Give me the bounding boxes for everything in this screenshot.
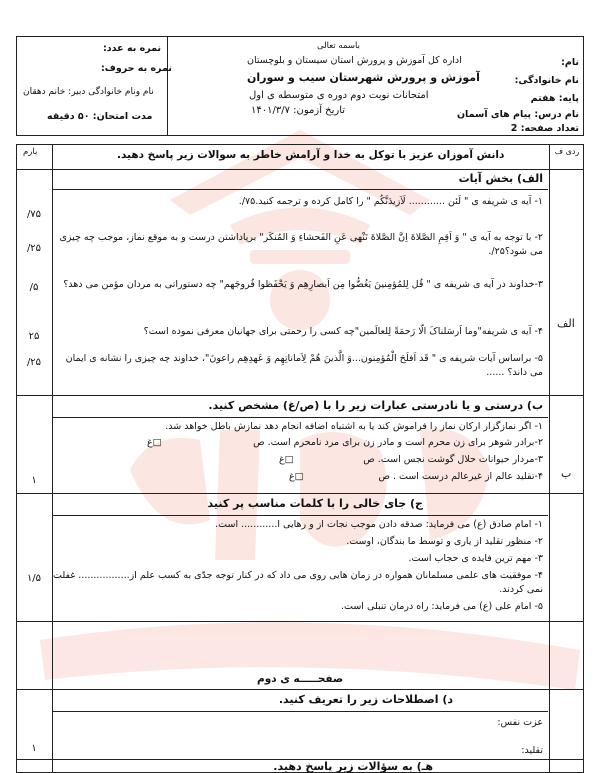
org-line-1: اداره کل آموزش و پرورش استان سیستان و بلوچستان — [247, 55, 462, 66]
blank-c1: ۱- امام صادق (ع) می فرماید: صدقه دادن موجب نجات از و رهایی ا............ است. — [215, 519, 543, 530]
statement-b2: ۲-برادر شوهر برای زن محرم است و مادر زن برای مرد نامحرم است. ص — [253, 437, 543, 448]
false-mark: غ — [289, 471, 295, 482]
subject-label: نام درس: پیام های آسمان — [456, 109, 579, 120]
score-number-label: نمره به عدد: — [103, 43, 162, 54]
blank-c2: ۲- منظور تقلید از یاری و توسط ما بندگان، اوست. — [346, 536, 543, 547]
org-line-2: آموزش و پرورش شهرستان سیب و سوران — [247, 71, 480, 84]
score-b: ۱ — [31, 475, 37, 486]
checkbox-b3-false[interactable]: □غ — [279, 454, 294, 465]
teacher-label: نام ونام خانوادگی دبیر: خانم دهقان — [23, 87, 154, 97]
score-d: ۱ — [31, 743, 37, 754]
questions-table — [16, 144, 584, 773]
section-a-title: الف) بخش آیات — [458, 172, 543, 185]
exam-header — [16, 36, 584, 136]
term-taqlid: تقلید: — [521, 745, 543, 756]
question-a5: ۵- براساس آیات شریفه ی " قَد اَفلَحَ الْمُؤمِنون...وَ الَّذینَ هُمْ لِاَماناتِهِم وَ عَهدِهِم راعونَ"، خداوند چه چیزی را نشانه ی ایمان می داند؟ ...... — [65, 353, 543, 378]
checkbox-b4-false[interactable]: □غ — [289, 471, 304, 482]
term-self-esteem: عزت نفس: — [497, 717, 543, 728]
statement-b1: ۱- اگر نمازگزار ارکان نماز را فراموش کند یا به اشتباه اضافه انجام دهد نمازش باطل خواهد شد. — [165, 421, 543, 432]
section-c-title: ج) جای خالی را با کلمات مناسب پر کنید — [207, 497, 423, 510]
question-a1: ۱- آیه ی شریفه ی " لَئن ............ لَاَزیدَنَّکُم " را کامل کرده و ترجمه کنید.۷۵/. — [238, 196, 543, 207]
score-a4: ۲۵ — [28, 331, 40, 342]
section-b-title: ب) درستی و یا نادرستی عبارات زیر را با (ص/غ) مشخص کنید. — [208, 399, 543, 412]
false-mark: غ — [147, 437, 153, 448]
question-a3: ۳-خداوند در آیه ی شریفه ی " قُل لِلمُؤمِنینَ یَغُضُّوا مِن اَبصارِهِم وَ یَحْفَظوا فُروجَهم" چه دستوراتی به مردان مؤمن می دهد؟ — [63, 279, 543, 290]
exam-date: تاریخ آزمون: ۱۴۰۱/۳/۷ — [251, 105, 346, 116]
statement-b3: ۳-مردار حیوانات حلال گوشت نجس است. ص — [363, 454, 543, 465]
pages-label: تعداد صفحه: 2 — [510, 123, 579, 134]
blank-c4: ۴- موفقیت های علمی مسلمانان همواره در زمان هایی روی می داد که در کنار توجه جدّی به کسب علم از................. غفلت نمی کردند. — [53, 570, 543, 595]
section-a-side-label: الف — [557, 317, 575, 330]
score-column-header: بارم — [23, 147, 38, 157]
basmala: باسمه تعالی — [317, 41, 360, 51]
blank-c5: ۵- امام علی (ع) می فرماید: راه درمان تنبلی است. — [340, 601, 543, 612]
family-label: نام خانوادگی: — [514, 75, 579, 86]
score-a1: /۷۵ — [26, 209, 42, 220]
section-b-side-label: ب — [561, 467, 572, 480]
question-a2: ۲- با توجه به آیه ی " وَ اَقِمِ الصَّلاةَ اِنَّ الصَّلاةَ تَنْهی عَنِ الفَحشاءِ وَ المُنکَر" برپاداشتن درست و به موقع نماز، موجب چه چیزی می شود؟۲۵/. — [59, 232, 543, 257]
score-a3: /۵ — [29, 282, 39, 293]
section-d-title: د) اصطلاحات زیر را تعریف کنید. — [278, 693, 453, 706]
false-mark: غ — [279, 454, 285, 465]
question-a4: ۴- آیه ی شریفه"وما اَرسَلناکَ الّا رَحمَةً لِلعالَمین"چه کسی را رحمتی برای جهانیان معرفی نموده است؟ — [143, 326, 543, 337]
exam-line: امتحانات نوبت دوم دوره ی متوسطه ی اول — [249, 90, 429, 101]
statement-b4: ۴-تقلید عالم از غیرعالم درست است . ص — [378, 471, 543, 482]
name-label: نام: — [561, 57, 579, 68]
page-two-label: صفحـــــه ی دوم — [257, 673, 344, 685]
score-c: ۱/۵ — [26, 573, 42, 584]
blank-c3: ۳- مهم ترین فایده ی حجاب است. — [408, 553, 543, 564]
score-a5: /۲۵ — [26, 357, 42, 368]
instruction: دانش آموزان عزیز با توکل به خدا و آرامش خاطر به سوالات زیر پاسخ دهید. — [117, 149, 505, 161]
duration-label: مدت امتحان: ۵۰ دقیقه — [47, 111, 153, 122]
checkbox-b2-false[interactable]: □غ — [147, 437, 162, 448]
grade-label: پایه: هفتم — [530, 93, 579, 104]
score-a2: /۲۵ — [26, 243, 42, 254]
score-words-label: نمره به حروف: — [101, 63, 172, 74]
section-e-title: هـ) به سؤالات زیر پاسخ دهید. — [273, 760, 433, 773]
row-column-header: ردی ف — [554, 147, 580, 156]
